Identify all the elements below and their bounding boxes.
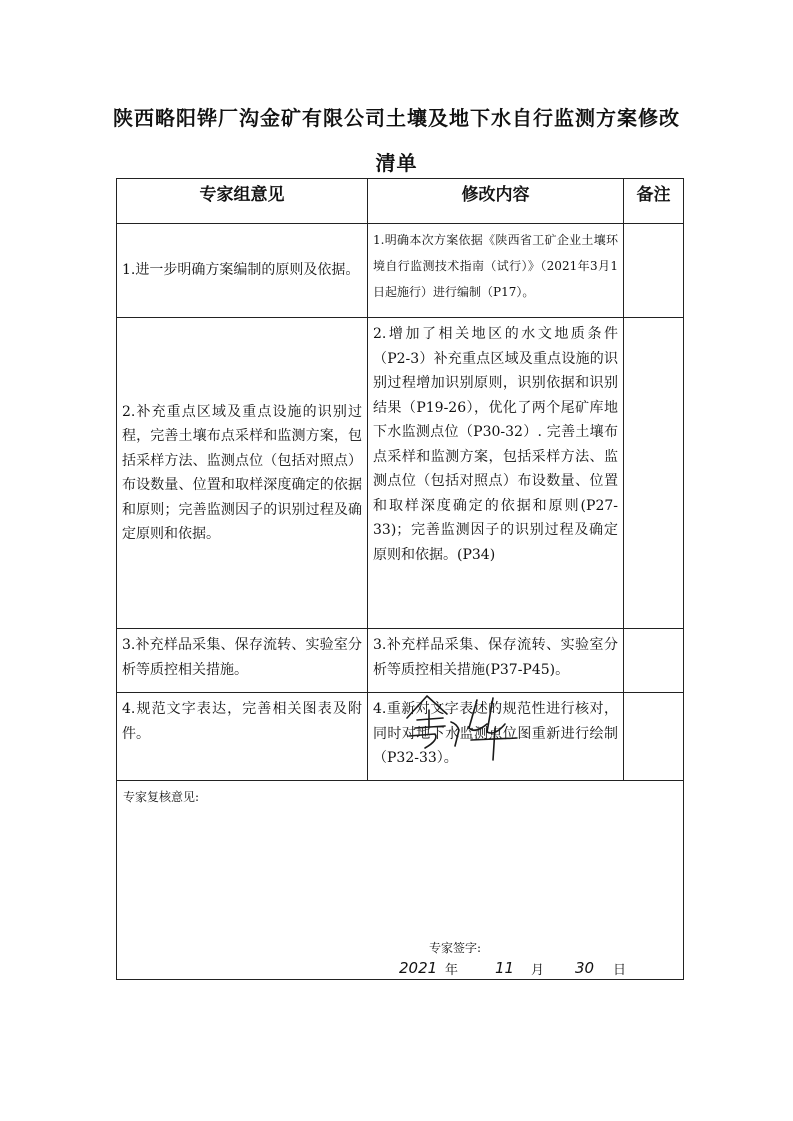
remark-cell bbox=[624, 318, 684, 629]
table-row bbox=[117, 318, 684, 629]
table-header-row bbox=[117, 179, 684, 224]
date-year-unit: 年 bbox=[445, 963, 459, 978]
review-cell bbox=[117, 781, 684, 980]
document-title-line1: 陕西略阳铧厂沟金矿有限公司土壤及地下水自行监测方案修改 bbox=[113, 106, 680, 130]
header-remark: 备注 bbox=[624, 179, 684, 224]
remark-cell bbox=[624, 224, 684, 318]
date-day: 30 bbox=[575, 959, 595, 977]
remark-cell bbox=[624, 693, 684, 781]
opinion-cell: 3.补充样品采集、保存流转、实验室分析等质控相关措施。 bbox=[117, 629, 368, 693]
table-row bbox=[117, 629, 684, 693]
document-title-line2: 清单 bbox=[375, 151, 418, 175]
opinion-cell: 2.补充重点区域及重点设施的识别过程，完善土壤布点采样和监测方案，包括采样方法、监测点位（包括对照点）布设数量、位置和取样深度确定的依据和原则；完善监测因子的识别过程及确定原则和依据。 bbox=[117, 318, 368, 629]
revision-cell: 2.增加了相关地区的水文地质条件（P2-3）补充重点区域及重点设施的识别过程增加识别原则，识别依据和识别结果（P19-26），优化了两个尾矿库地下水监测点位（P30-32）. 完善土壤布点采样和监测方案，包括采样方法、监测点位（包括对照点）布设数量、位置和取样深度确定的依据和原则(P27-33)；完善监测因子的识别过程及确定原则和依据。(P34) bbox=[368, 318, 624, 629]
header-opinion: 专家组意见 bbox=[117, 179, 368, 224]
date-month: 11 bbox=[495, 959, 515, 977]
revision-table bbox=[116, 178, 684, 980]
opinion-cell: 4.规范文字表达，完善相关图表及附件。 bbox=[117, 693, 368, 781]
header-revision: 修改内容 bbox=[368, 179, 624, 224]
review-label: 专家复核意见: bbox=[123, 790, 200, 804]
revision-cell: 3.补充样品采集、保存流转、实验室分析等质控相关措施(P37-P45)。 bbox=[368, 629, 624, 693]
review-row bbox=[117, 781, 684, 980]
revision-cell: 4.重新对文字表述的规范性进行核对，同时对地下水监测点位图重新进行绘制（P32-33）。 bbox=[368, 693, 624, 781]
revision-cell: 1.明确本次方案依据《陕西省工矿企业土壤环境自行监测技术指南（试行）》（2021年3月1日起施行）进行编制（P17）。 bbox=[368, 224, 624, 318]
remark-cell bbox=[624, 629, 684, 693]
date-day-unit: 日 bbox=[613, 963, 627, 978]
table-row bbox=[117, 224, 684, 318]
signature-label: 专家签字: bbox=[429, 941, 482, 955]
handwritten-signature bbox=[395, 688, 545, 763]
date-month-unit: 月 bbox=[531, 963, 545, 978]
date-year: 2021 bbox=[399, 959, 438, 977]
opinion-cell: 1.进一步明确方案编制的原则及依据。 bbox=[117, 224, 368, 318]
signature-date bbox=[397, 959, 657, 981]
